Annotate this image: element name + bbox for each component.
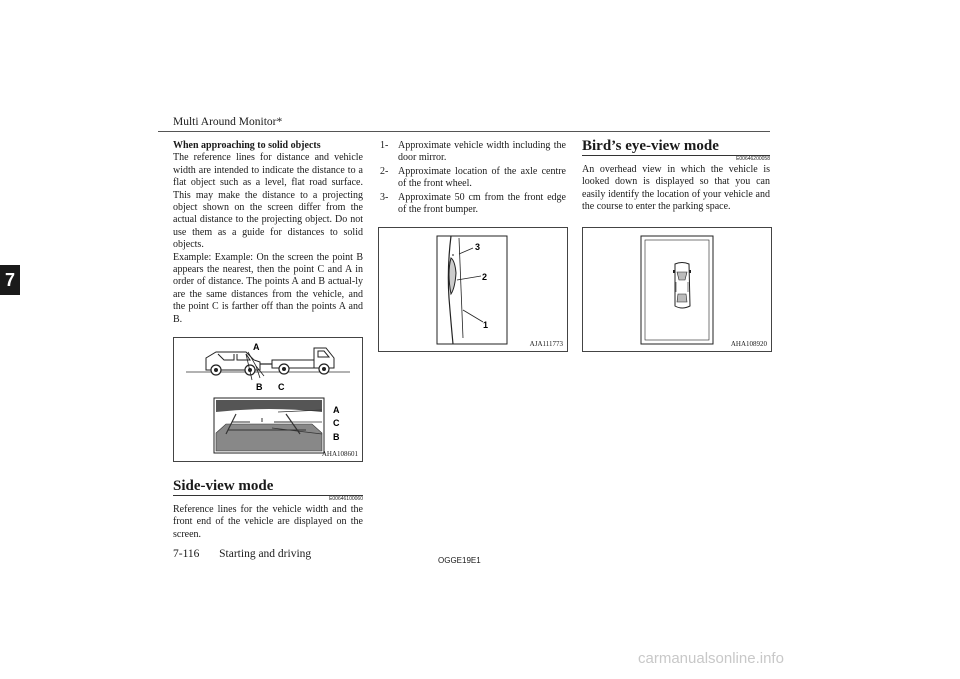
- section-body: Reference lines for the vehicle width and the front end of the vehicle are displayed on the screen.: [173, 504, 363, 540]
- column-middle: [380, 140, 566, 217]
- label-c-top: C: [278, 382, 285, 392]
- figure-birds-eye-drawing: [583, 228, 771, 351]
- label-a-top: A: [253, 342, 260, 352]
- label-a-side: A: [333, 405, 340, 415]
- section-title: Side-view mode: [173, 478, 274, 494]
- figure-side-view: [378, 227, 568, 352]
- figure-solid-objects-drawing: [174, 338, 362, 461]
- doc-code: OGGE19E1: [438, 556, 481, 565]
- column-left: [173, 140, 363, 326]
- label-3: 3: [475, 242, 481, 252]
- figure-solid-objects: [173, 337, 363, 462]
- list-item: 3- Approximate 50 cm from the front edge of the front bumper.: [380, 191, 566, 216]
- section-side-view: [173, 478, 363, 541]
- figure-code: AHA108601: [321, 450, 358, 458]
- figure-code: AJA111773: [529, 340, 563, 348]
- label-c-side: C: [333, 418, 340, 428]
- list-item: 1- Approximate vehicle width including the door mirror.: [380, 140, 566, 164]
- footer-section: Starting and driving: [219, 548, 312, 560]
- section-title: Bird’s eye-view mode: [582, 138, 719, 154]
- numbered-list: [380, 140, 566, 216]
- section-code: E00646200058: [736, 156, 770, 162]
- subheading: When approaching to solid objects: [173, 140, 321, 151]
- chapter-tab: 7: [0, 265, 20, 295]
- paragraph-example: Example: Example: On the screen the point B appears the nearest, then the point C and A in order of distance. The points A and B actual-ly are the same distances from the vehicle, and the point C is farther off than the points A and B.: [173, 251, 363, 325]
- paragraph: The reference lines for distance and vehicle width are intended to indicate the distance to a flat object such as a level, flat road surface. This may make the distance to a projecting object shown on the screen differ from the actual distance to the projecting object. Do not use them as a guide for distances to solid objects.: [173, 152, 363, 251]
- label-1: 1: [483, 320, 489, 330]
- figure-code: AHA108920: [730, 340, 767, 348]
- label-2: 2: [482, 272, 488, 282]
- header-rule: [158, 131, 770, 132]
- footer-page-info: [173, 548, 311, 560]
- section-code: E00646100060: [329, 496, 363, 502]
- label-b-side: B: [333, 432, 340, 442]
- label-b-top: B: [256, 382, 263, 392]
- list-item: 2- Approximate location of the axle centre of the front wheel.: [380, 165, 566, 190]
- section-body: An overhead view in which the vehicle is looked down is displayed so that you can easily identify the location of your vehicle and the course to enter the parking space.: [582, 164, 770, 213]
- page-number: 7-116: [173, 548, 200, 560]
- watermark: carmanualsonline.info: [638, 650, 784, 667]
- running-header: Multi Around Monitor*: [173, 116, 283, 128]
- section-birds-eye: [582, 138, 770, 214]
- figure-side-view-drawing: [379, 228, 567, 351]
- figure-birds-eye: [582, 227, 772, 352]
